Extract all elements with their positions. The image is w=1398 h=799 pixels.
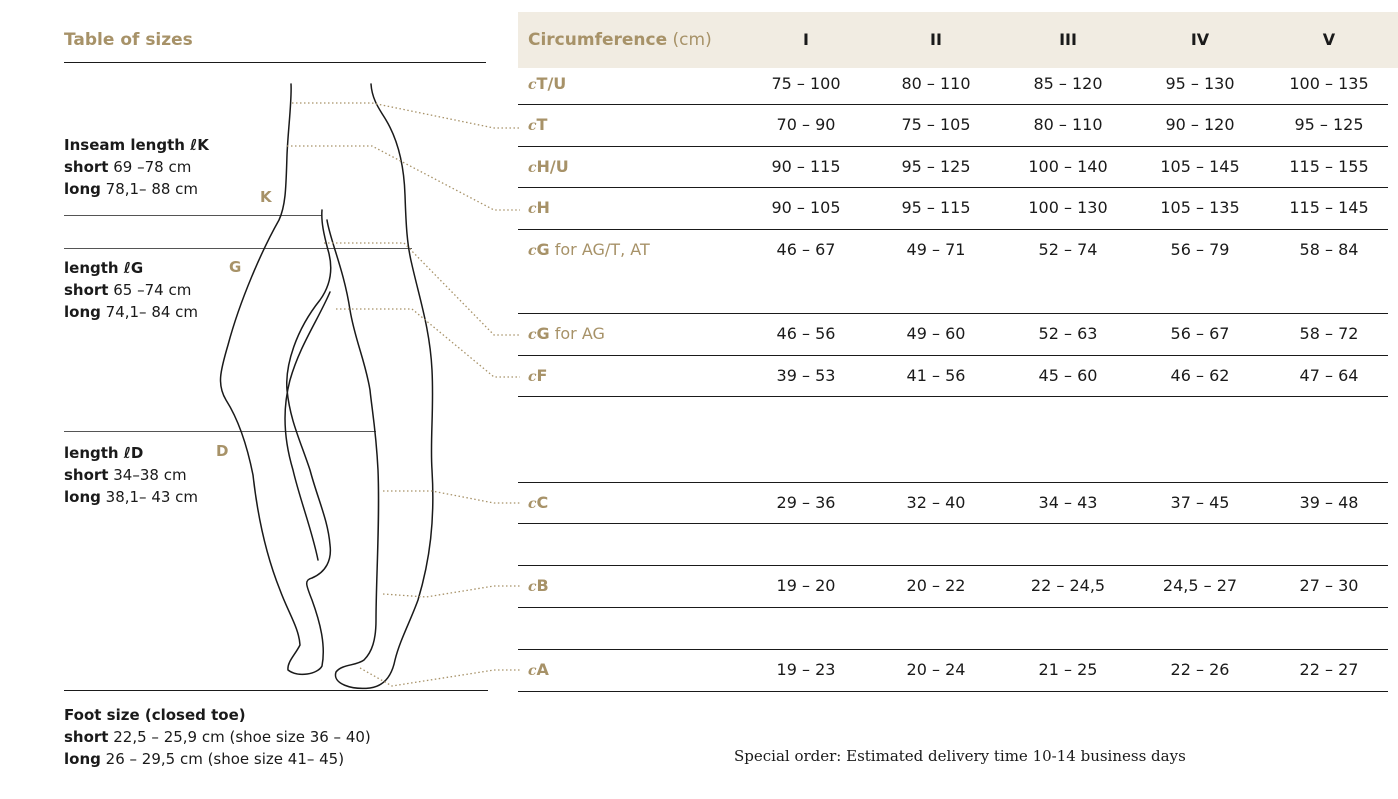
table-cell: 56 – 79	[1170, 240, 1230, 259]
table-cell: 27 – 30	[1299, 576, 1359, 595]
table-cell: 70 – 90	[776, 115, 836, 134]
table-cell: 19 – 20	[776, 576, 836, 595]
table-cell: 22 – 24,5	[1030, 576, 1106, 595]
row-divider	[518, 187, 1388, 188]
row-label	[528, 115, 547, 134]
table-cell: 95 – 125	[1294, 115, 1364, 134]
table-cell: 95 – 115	[901, 198, 971, 217]
row-code: B	[536, 576, 549, 595]
table-cell: 100 – 135	[1289, 74, 1369, 93]
circumference-symbol: c	[528, 663, 537, 679]
table-cell: 39 – 48	[1299, 493, 1359, 512]
table-cell: 90 – 120	[1165, 115, 1235, 134]
table-cell: 80 – 110	[1033, 115, 1103, 134]
table-cell: 58 – 72	[1299, 324, 1359, 343]
row-divider	[518, 691, 1388, 692]
foot-long-label: long	[64, 750, 101, 768]
length-d-heading: length ℓD	[64, 444, 144, 462]
row-code: A	[536, 660, 549, 679]
table-cell: 49 – 71	[906, 240, 966, 259]
table-cell: 95 – 130	[1165, 74, 1235, 93]
row-code: C	[536, 493, 549, 512]
circumference-symbol: c	[528, 496, 537, 512]
inseam-short-value: 69 –78 cm	[113, 158, 192, 176]
table-cell: 100 – 130	[1028, 198, 1108, 217]
row-label	[528, 366, 547, 385]
table-cell: 58 – 84	[1299, 240, 1359, 259]
column-header: IV	[1190, 30, 1210, 49]
inseam-long-value: 78,1– 88 cm	[105, 180, 199, 198]
table-cell: 90 – 105	[771, 198, 841, 217]
row-divider	[518, 607, 1388, 608]
row-divider	[518, 396, 1388, 397]
table-cell: 34 – 43	[1038, 493, 1098, 512]
row-label	[528, 660, 549, 679]
table-cell: 20 – 22	[906, 576, 966, 595]
table-cell: 80 – 110	[901, 74, 971, 93]
table-cell: 20 – 24	[906, 660, 966, 679]
circumference-symbol: c	[528, 327, 537, 343]
row-code: G	[536, 240, 550, 259]
row-divider	[518, 104, 1388, 105]
table-cell: 37 – 45	[1170, 493, 1230, 512]
table-cell: 90 – 115	[771, 157, 841, 176]
table-cell: 39 – 53	[776, 366, 836, 385]
table-cell: 100 – 140	[1028, 157, 1108, 176]
circumference-symbol: c	[528, 77, 537, 93]
table-cell: 47 – 64	[1299, 366, 1359, 385]
leader-g-at	[324, 243, 520, 335]
circumference-symbol: c	[528, 369, 537, 385]
length-g-heading: length ℓG	[64, 259, 144, 277]
row-label	[528, 493, 548, 512]
length-g-short-label: short	[64, 281, 109, 299]
leader-c	[383, 491, 520, 503]
circumference-symbol: c	[528, 160, 537, 176]
leader-tu	[292, 103, 520, 128]
leader-a	[360, 668, 520, 686]
row-divider	[518, 313, 1388, 314]
table-cell: 75 – 105	[901, 115, 971, 134]
table-cell: 22 – 26	[1170, 660, 1230, 679]
back-leg-outline	[220, 84, 330, 674]
foot-short-label: short	[64, 728, 109, 746]
table-cell: 19 – 23	[776, 660, 836, 679]
row-divider	[518, 146, 1388, 147]
table-cell: 29 – 36	[776, 493, 836, 512]
column-header: III	[1059, 30, 1077, 49]
table-cell: 52 – 63	[1038, 324, 1098, 343]
inseam-long-label: long	[64, 180, 101, 198]
length-g-long-label: long	[64, 303, 101, 321]
table-cell: 105 – 145	[1160, 157, 1240, 176]
row-divider	[518, 523, 1388, 524]
marker-letter-g: G	[229, 258, 242, 276]
table-cell: 24,5 – 27	[1162, 576, 1238, 595]
table-cell: 46 – 56	[776, 324, 836, 343]
row-code: T/U	[536, 74, 567, 93]
row-suffix: for AG	[549, 324, 605, 343]
table-cell: 75 – 100	[771, 74, 841, 93]
circumference-unit: (cm)	[672, 30, 712, 50]
page-title: Table of sizes	[64, 30, 193, 50]
column-header: I	[803, 30, 809, 49]
table-cell: 21 – 25	[1038, 660, 1098, 679]
table-cell: 45 – 60	[1038, 366, 1098, 385]
row-divider	[518, 482, 1388, 483]
table-cell: 115 – 145	[1289, 198, 1369, 217]
circumference-symbol: c	[528, 118, 537, 134]
column-header: II	[930, 30, 942, 49]
front-leg-outline	[327, 84, 433, 688]
row-divider	[518, 565, 1388, 566]
column-header: V	[1322, 30, 1336, 49]
table-cell: 32 – 40	[906, 493, 966, 512]
row-divider	[518, 649, 1388, 650]
leader-b	[383, 586, 520, 597]
table-cell: 115 – 155	[1289, 157, 1369, 176]
row-code: H/U	[536, 157, 569, 176]
table-cell: 46 – 62	[1170, 366, 1230, 385]
table-cell: 105 – 135	[1160, 198, 1240, 217]
circumference-symbol: c	[528, 201, 537, 217]
table-cell: 85 – 120	[1033, 74, 1103, 93]
legs-illustration	[0, 0, 520, 700]
row-code: T	[536, 115, 548, 134]
inner-leg-line	[285, 292, 330, 560]
table-cell: 56 – 67	[1170, 324, 1230, 343]
leader-f	[336, 309, 520, 377]
marker-letter-d: D	[216, 442, 229, 460]
table-cell: 49 – 60	[906, 324, 966, 343]
foot-heading: Foot size (closed toe)	[64, 706, 246, 724]
length-d-short-label: short	[64, 466, 109, 484]
row-label	[528, 576, 549, 595]
row-suffix: for AG/T, AT	[549, 240, 650, 259]
inseam-heading: Inseam length ℓK	[64, 136, 209, 154]
length-g-long-value: 74,1– 84 cm	[105, 303, 199, 321]
row-divider	[518, 355, 1388, 356]
row-code: G	[536, 324, 550, 343]
table-cell: 52 – 74	[1038, 240, 1098, 259]
row-label	[528, 324, 605, 343]
foot-size-block	[64, 704, 371, 770]
table-cell: 22 – 27	[1299, 660, 1359, 679]
length-g-short-value: 65 –74 cm	[113, 281, 192, 299]
delivery-note: Special order: Estimated delivery time 10-14 business days	[734, 747, 1186, 765]
marker-letter-k: K	[260, 188, 272, 206]
table-cell: 46 – 67	[776, 240, 836, 259]
inseam-short-label: short	[64, 158, 109, 176]
row-label	[528, 198, 550, 217]
table-cell: 95 – 125	[901, 157, 971, 176]
foot-long-value: 26 – 29,5 cm (shoe size 41– 45)	[105, 750, 345, 768]
length-d-short-value: 34–38 cm	[113, 466, 187, 484]
row-code: H	[536, 198, 550, 217]
circumference-header	[528, 30, 712, 50]
row-divider	[518, 229, 1388, 230]
foot-short-value: 22,5 – 25,9 cm (shoe size 36 – 40)	[113, 728, 371, 746]
circumference-symbol: c	[528, 243, 537, 259]
circumference-symbol: c	[528, 579, 537, 595]
length-d-long-label: long	[64, 488, 101, 506]
row-code: F	[536, 366, 548, 385]
row-label	[528, 157, 569, 176]
length-d-long-value: 38,1– 43 cm	[105, 488, 199, 506]
table-cell: 41 – 56	[906, 366, 966, 385]
row-label	[528, 240, 650, 259]
circumference-label: Circumference	[528, 30, 668, 50]
row-label	[528, 74, 566, 93]
